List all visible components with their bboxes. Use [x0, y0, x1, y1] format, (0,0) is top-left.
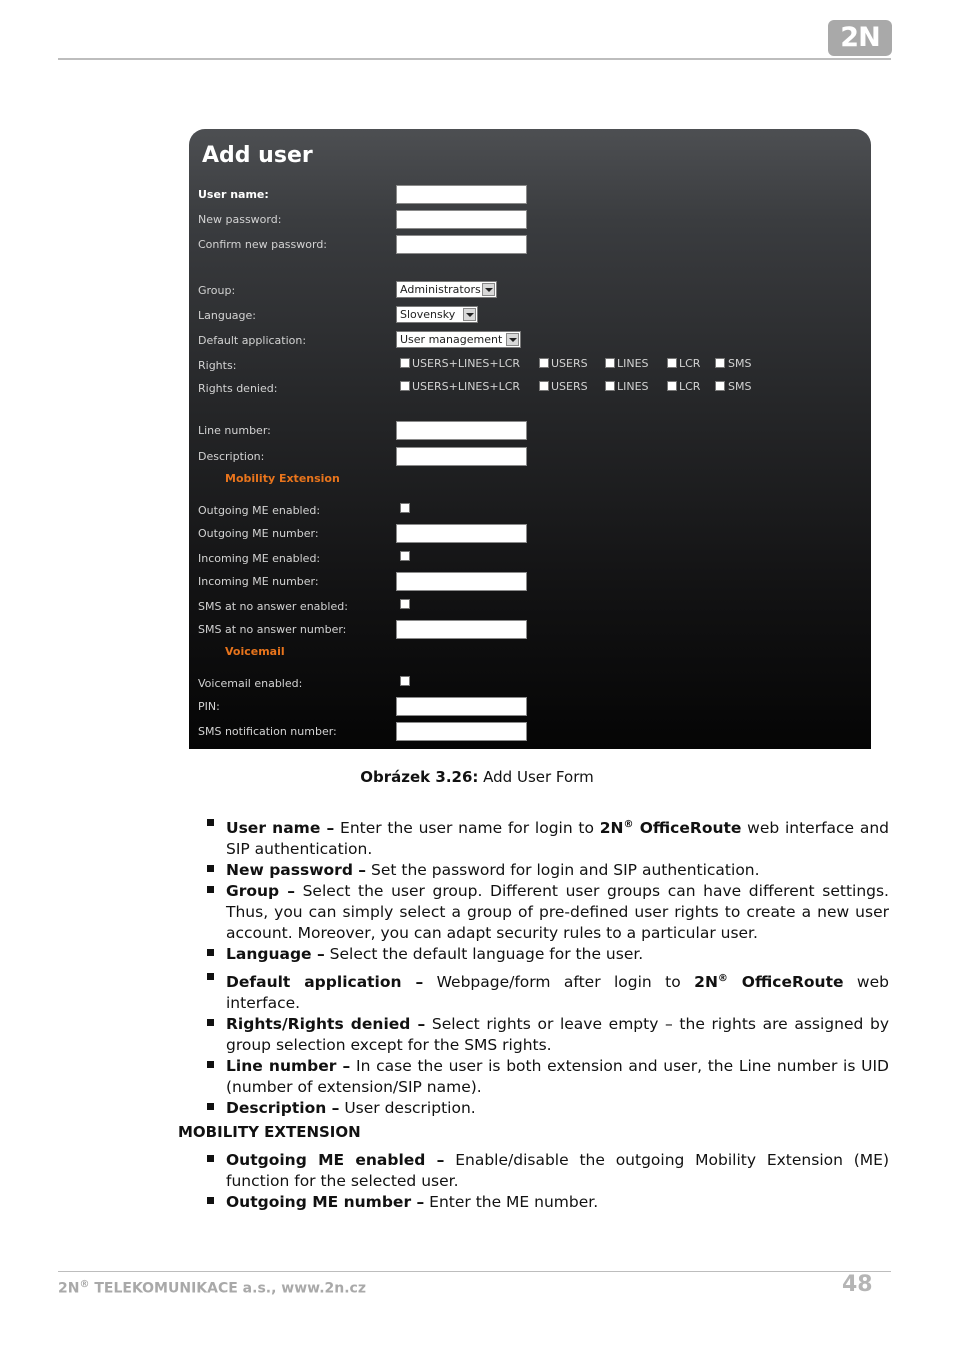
sms-no-answer-number-input[interactable]	[396, 620, 527, 639]
list-item-text: web interface and SIP authentication.	[226, 819, 890, 859]
bullet-icon	[207, 819, 214, 826]
list-item	[226, 881, 889, 944]
language-row	[198, 306, 858, 326]
pin-row	[198, 697, 858, 717]
sms-no-answer-number-label: SMS at no answer number:	[198, 623, 347, 636]
list-item-term: User name –	[226, 819, 335, 838]
add-user-form-screenshot	[189, 129, 871, 749]
list-item-term: New password –	[226, 861, 367, 880]
rights-denied-option-label: USERS	[551, 380, 588, 393]
dropdown-arrow-icon[interactable]	[506, 333, 519, 346]
list-item	[226, 1150, 889, 1192]
sms-no-answer-enabled-row	[198, 597, 858, 617]
list-item-text: Enter the ME number.	[424, 1193, 599, 1211]
outgoing-me-enabled-checkbox[interactable]	[400, 503, 410, 513]
incoming-me-enabled-label: Incoming ME enabled:	[198, 552, 321, 565]
description-label: Description:	[198, 450, 265, 463]
group-select[interactable]	[396, 281, 497, 298]
rights-denied-option-label: LINES	[617, 380, 649, 393]
bullet-icon	[207, 949, 214, 956]
rights-denied-checkbox[interactable]	[539, 381, 549, 391]
incoming-me-number-input[interactable]	[396, 572, 527, 591]
list-item-text: Select rights or leave empty – the rights are assigned by group selection except for the SMS rights.	[226, 1015, 889, 1055]
sms-no-answer-number-row	[198, 620, 858, 640]
rights-denied-checkbox[interactable]	[400, 381, 410, 391]
line-number-row	[198, 421, 858, 441]
list-item-term: Group –	[226, 882, 295, 901]
rights-checkbox[interactable]	[605, 358, 615, 368]
list-item	[226, 1098, 889, 1119]
list-item-term: Rights/Rights denied –	[226, 1015, 426, 1034]
rights-denied-checkbox[interactable]	[605, 381, 615, 391]
registered-mark: ®	[717, 973, 728, 985]
outgoing-me-enabled-row	[198, 501, 858, 521]
mobility-descriptions-list	[226, 1150, 889, 1213]
bullet-icon	[207, 973, 214, 980]
group-row	[198, 281, 858, 301]
list-item-text: Select the default language for the user.	[324, 945, 644, 964]
list-item-text: Enable/disable the outgoing Mobility Extension (ME) function for the selected user.	[226, 1151, 890, 1190]
form-title: Add user	[202, 143, 313, 168]
brand-name: 2N	[694, 973, 718, 992]
footer-brand: 2N	[58, 1280, 80, 1297]
bullet-icon	[207, 1155, 214, 1162]
page-number: 48	[842, 1272, 873, 1297]
list-item-text: Set the password for login and SIP authentication.	[366, 861, 760, 880]
rights-option-label: SMS	[728, 357, 752, 370]
list-item-text: Select the user group. Different user groups can have different settings. Thus, you can simply select a group of pre-defined user rights to create a new user account. Moreover, you can adapt security rules to a particular user.	[226, 882, 889, 943]
sms-no-answer-enabled-label: SMS at no answer enabled:	[198, 600, 348, 613]
list-item	[226, 1192, 889, 1213]
list-item-term: Language –	[226, 945, 325, 964]
rights-option-label: LINES	[617, 357, 649, 370]
voicemail-enabled-checkbox[interactable]	[400, 676, 410, 686]
rights-denied-row	[198, 379, 858, 399]
user-name-label: User name:	[198, 188, 269, 201]
list-item	[226, 860, 889, 881]
group-label: Group:	[198, 284, 236, 297]
default-application-value: User management	[400, 333, 503, 346]
language-label: Language:	[198, 309, 256, 322]
rights-label: Rights:	[198, 359, 237, 372]
incoming-me-enabled-checkbox[interactable]	[400, 551, 410, 561]
figure-caption	[0, 768, 954, 786]
list-item	[226, 1056, 889, 1098]
voicemail-enabled-label: Voicemail enabled:	[198, 677, 303, 690]
list-item-text: User description.	[339, 1099, 476, 1118]
rights-denied-checkbox[interactable]	[715, 381, 725, 391]
group-select-value: Administrators	[400, 283, 481, 296]
incoming-me-number-label: Incoming ME number:	[198, 575, 319, 588]
rights-option-label: LCR	[679, 357, 701, 370]
bullet-icon	[207, 1103, 214, 1110]
list-item-text: web interface.	[226, 973, 889, 1013]
list-item	[226, 1014, 889, 1056]
language-select-value: Slovensky	[400, 308, 456, 321]
rights-option-label: USERS+LINES+LCR	[412, 357, 521, 370]
description-input[interactable]	[396, 447, 527, 466]
confirm-password-label: Confirm new password:	[198, 238, 328, 251]
footer-company	[58, 1279, 366, 1297]
product-name: OfficeRoute	[727, 973, 844, 992]
list-item-term: Outgoing ME number –	[226, 1193, 425, 1211]
confirm-password-input[interactable]	[396, 235, 527, 254]
list-item-term: Description –	[226, 1099, 340, 1118]
sms-notification-number-input[interactable]	[396, 722, 527, 741]
outgoing-me-enabled-label: Outgoing ME enabled:	[198, 504, 321, 517]
section-heading: MOBILITY EXTENSION	[178, 1123, 361, 1141]
list-item-term: Default application –	[226, 973, 424, 992]
2n-logo: 2N	[828, 20, 892, 56]
rights-checkbox[interactable]	[667, 358, 677, 368]
rights-checkbox[interactable]	[539, 358, 549, 368]
voicemail-enabled-row	[198, 674, 858, 694]
pin-label: PIN:	[198, 700, 220, 713]
bullet-icon	[207, 865, 214, 872]
default-application-label: Default application:	[198, 334, 307, 347]
dropdown-arrow-icon[interactable]	[482, 283, 495, 296]
language-select[interactable]	[396, 306, 478, 323]
pin-input[interactable]	[396, 697, 527, 716]
sms-no-answer-enabled-checkbox[interactable]	[400, 599, 410, 609]
caption-text: Add User Form	[478, 768, 594, 786]
rights-row	[198, 356, 858, 376]
rights-denied-option-label: SMS	[728, 380, 752, 393]
list-item-term: Outgoing ME enabled –	[226, 1151, 445, 1169]
default-application-select[interactable]	[396, 331, 521, 348]
new-password-row	[198, 210, 858, 230]
user-name-row	[198, 185, 858, 205]
rights-checkbox[interactable]	[715, 358, 725, 368]
rights-option-label: USERS	[551, 357, 588, 370]
line-number-input[interactable]	[396, 421, 527, 440]
bullet-icon	[207, 886, 214, 893]
footer-rule	[58, 1271, 891, 1272]
rights-checkbox[interactable]	[400, 358, 410, 368]
registered-mark: ®	[79, 1279, 90, 1290]
outgoing-me-number-row	[198, 524, 858, 544]
list-item	[226, 814, 889, 860]
new-password-input[interactable]	[396, 210, 527, 229]
incoming-me-enabled-row	[198, 549, 858, 569]
list-item	[226, 944, 889, 965]
bullet-icon	[207, 1061, 214, 1068]
outgoing-me-number-input[interactable]	[396, 524, 527, 543]
list-item-term: Line number –	[226, 1057, 351, 1076]
list-item	[226, 968, 889, 1014]
header-rule	[58, 58, 891, 60]
description-row	[198, 447, 858, 467]
list-item-text: In case the user is both extension and user, the Line number is UID (number of extension/SIP name).	[226, 1057, 889, 1097]
confirm-password-row	[198, 235, 858, 255]
registered-mark: ®	[623, 819, 634, 830]
brand-name: 2N	[599, 819, 624, 838]
line-number-label: Line number:	[198, 424, 271, 437]
rights-denied-option-label: USERS+LINES+LCR	[412, 380, 521, 393]
voicemail-section: Voicemail	[225, 645, 285, 658]
dropdown-arrow-icon[interactable]	[463, 308, 476, 321]
rights-denied-label: Rights denied:	[198, 382, 278, 395]
footer-text: TELEKOMUNIKACE a.s., www.2n.cz	[89, 1280, 366, 1297]
user-name-input[interactable]	[396, 185, 527, 204]
rights-denied-checkbox[interactable]	[667, 381, 677, 391]
new-password-label: New password:	[198, 213, 282, 226]
default-application-row	[198, 331, 858, 351]
rights-denied-option-label: LCR	[679, 380, 701, 393]
product-name: OfficeRoute	[633, 819, 742, 838]
list-item-text: Webpage/form after login to	[423, 973, 695, 992]
caption-label: Obrázek 3.26:	[360, 768, 479, 786]
sms-notification-number-label: SMS notification number:	[198, 725, 337, 738]
incoming-me-number-row	[198, 572, 858, 592]
outgoing-me-number-label: Outgoing ME number:	[198, 527, 319, 540]
sms-notification-number-row	[198, 722, 858, 742]
mobility-extension-section: Mobility Extension	[225, 472, 340, 485]
list-item-text: Enter the user name for login to	[334, 819, 600, 838]
field-descriptions-list	[226, 814, 889, 1119]
bullet-icon	[207, 1197, 214, 1204]
bullet-icon	[207, 1019, 214, 1026]
